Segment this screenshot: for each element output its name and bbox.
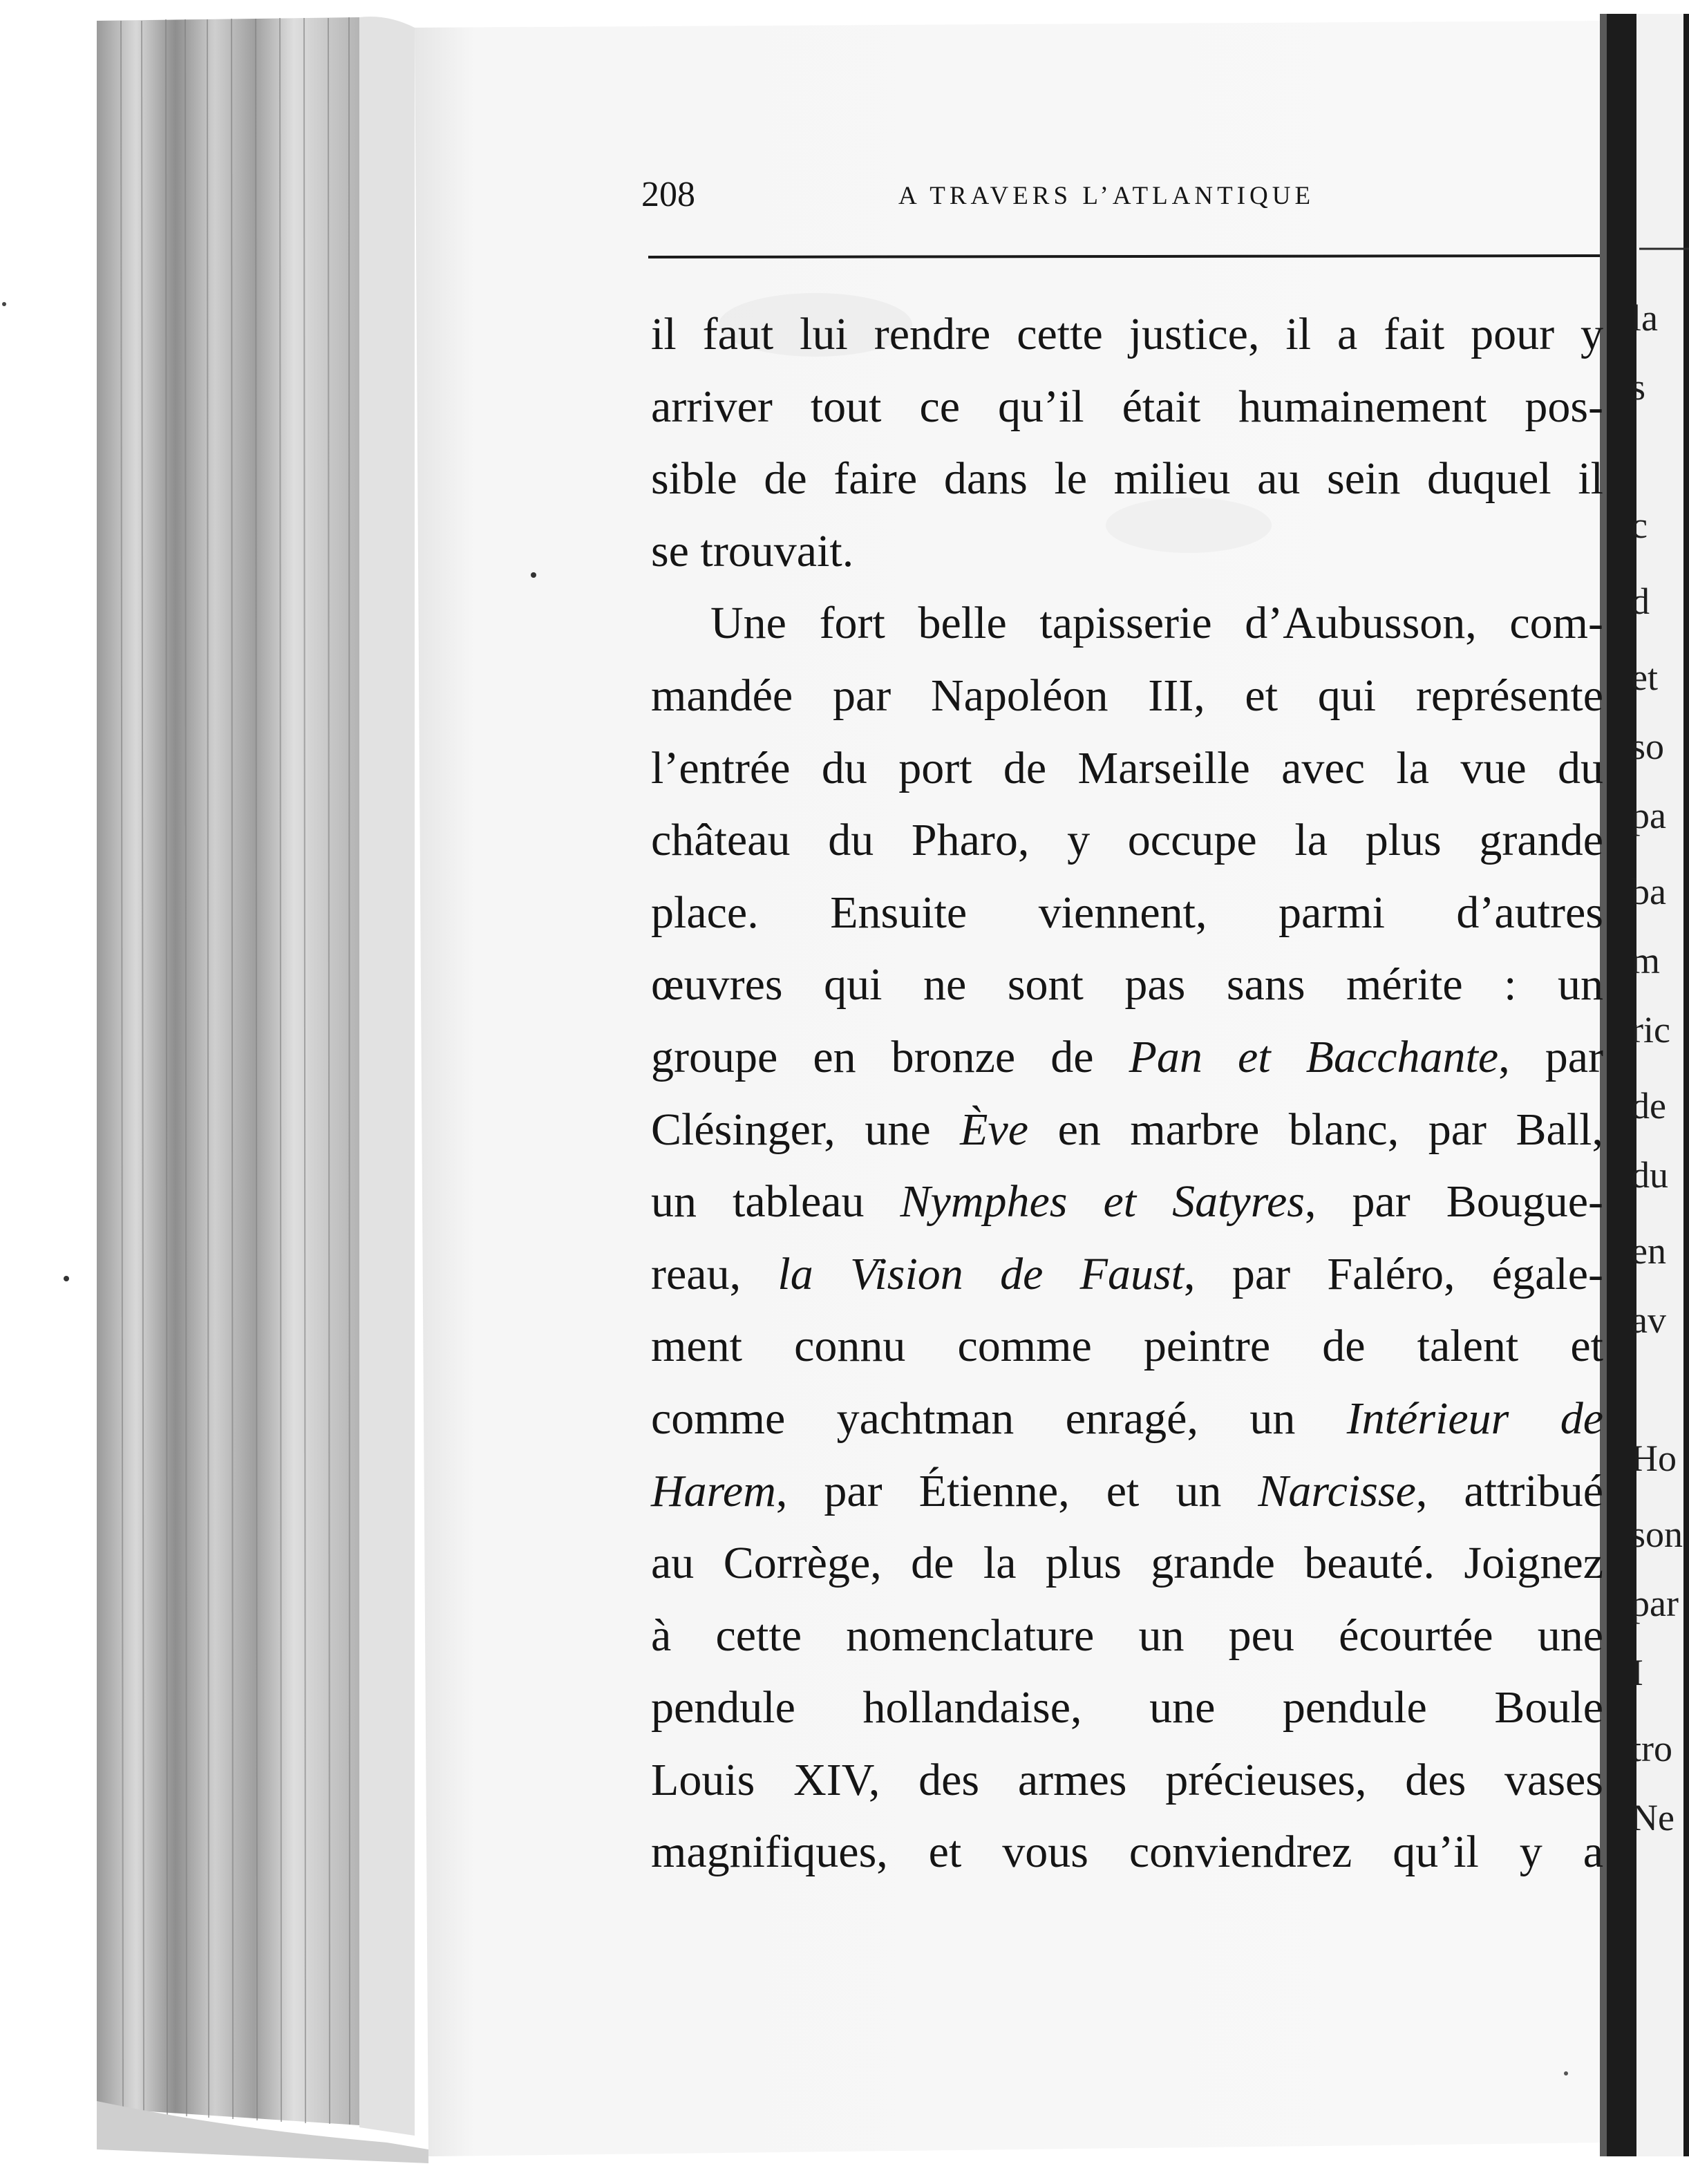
italic-title: Pan et Bacchante <box>1129 1031 1499 1082</box>
text-line: l’entrée du port de Marseille avec la vue du <box>651 742 1603 793</box>
text-line <box>651 1166 1603 1239</box>
text-line: château du Pharo, y occupe la plus grande <box>651 815 1603 866</box>
text-run: , attribué <box>1415 1465 1604 1516</box>
text-run: groupe en bronze de <box>651 1031 1129 1082</box>
text-line <box>651 1239 1603 1311</box>
text-line: place. Ensuite viennent, parmi d’autres <box>651 887 1603 938</box>
italic-title: Nymphes et Satyres <box>900 1176 1305 1227</box>
facing-page-fragment: I <box>1631 1652 1643 1693</box>
facing-page-fragment: Ne <box>1631 1797 1674 1838</box>
text-line: Une fort belle tapisserie d’Aubusson, com- <box>710 598 1603 649</box>
text-line: arriver tout ce qu’il était humainement pos- <box>651 381 1603 432</box>
text-line: pendule hollandaise, une pendule Boule <box>651 1682 1603 1733</box>
facing-page-fragment: son <box>1631 1514 1683 1555</box>
facing-page-fragment: en <box>1631 1230 1666 1272</box>
text-run: , par Faléro, égale- <box>1184 1248 1603 1299</box>
italic-title: Ève <box>960 1104 1029 1155</box>
facing-page-fragment: ba <box>1631 871 1666 912</box>
text-line: sible de faire dans le milieu au sein duquel il <box>651 453 1603 505</box>
facing-page-fragment: et <box>1631 657 1658 698</box>
text-line: ment connu comme peintre de talent et <box>651 1321 1603 1372</box>
text-line: œuvres qui ne sont pas sans mérite : un <box>651 959 1603 1010</box>
text-line <box>651 1094 1603 1167</box>
facing-page-fragment: de <box>1631 1085 1666 1127</box>
facing-page-fragment: tro <box>1631 1728 1672 1769</box>
text-line: au Corrège, de la plus grande beauté. Joignez <box>651 1538 1603 1589</box>
text-run: , par Bougue- <box>1304 1176 1603 1227</box>
facing-page-fragments <box>1631 297 1689 1956</box>
facing-page-fragment: av <box>1631 1299 1666 1341</box>
facing-page-fragment: c <box>1631 505 1648 546</box>
running-head: A TRAVERS L’ATLANTIQUE <box>898 182 1315 210</box>
text-line: se trouvait. <box>651 525 854 576</box>
facing-page-fragment: m <box>1631 940 1661 981</box>
facing-page-fragment: d <box>1631 581 1650 622</box>
facing-page-fragment: ric <box>1631 1009 1670 1051</box>
text-run: en marbre blanc, par Ball, <box>1028 1104 1603 1155</box>
facing-page-fragment: par <box>1631 1583 1679 1624</box>
text-line: à cette nomenclature un peu écourtée une <box>651 1610 1603 1661</box>
text-run: reau, <box>651 1248 778 1299</box>
page-number: 208 <box>641 175 695 214</box>
facing-page-fragment: Ho <box>1631 1438 1677 1479</box>
text-line: il faut lui rendre cette justice, il a fait pour y <box>651 309 1603 359</box>
text-line <box>651 1383 1603 1456</box>
text-line <box>651 1456 1603 1528</box>
italic-title: la Vision de Faust <box>777 1248 1185 1299</box>
text-run: , par Étienne, et un <box>775 1465 1258 1516</box>
italic-title: Narcisse <box>1258 1465 1416 1516</box>
italic-title: Harem <box>651 1465 776 1516</box>
text-run: , par <box>1498 1031 1604 1082</box>
text-line <box>651 1022 1603 1094</box>
facing-page-fragment: la <box>1631 297 1658 339</box>
body-text <box>651 299 1603 1889</box>
italic-title: Intérieur de <box>1346 1393 1603 1444</box>
text-run: un tableau <box>651 1176 900 1227</box>
text-line: mandée par Napoléon III, et qui représente <box>651 670 1603 721</box>
facing-page-fragment: pa <box>1631 795 1666 836</box>
facing-page-fragment: so <box>1631 726 1665 767</box>
text-run: Clésinger, une <box>651 1104 961 1155</box>
text-line: magnifiques, et vous conviendrez qu’il y a <box>651 1827 1603 1878</box>
text-run: comme yachtman enragé, un <box>651 1393 1347 1444</box>
text-line: Louis XIV, des armes précieuses, des vases <box>651 1754 1603 1805</box>
facing-page-fragment: du <box>1631 1154 1668 1196</box>
facing-page-fragment: s <box>1631 366 1646 408</box>
